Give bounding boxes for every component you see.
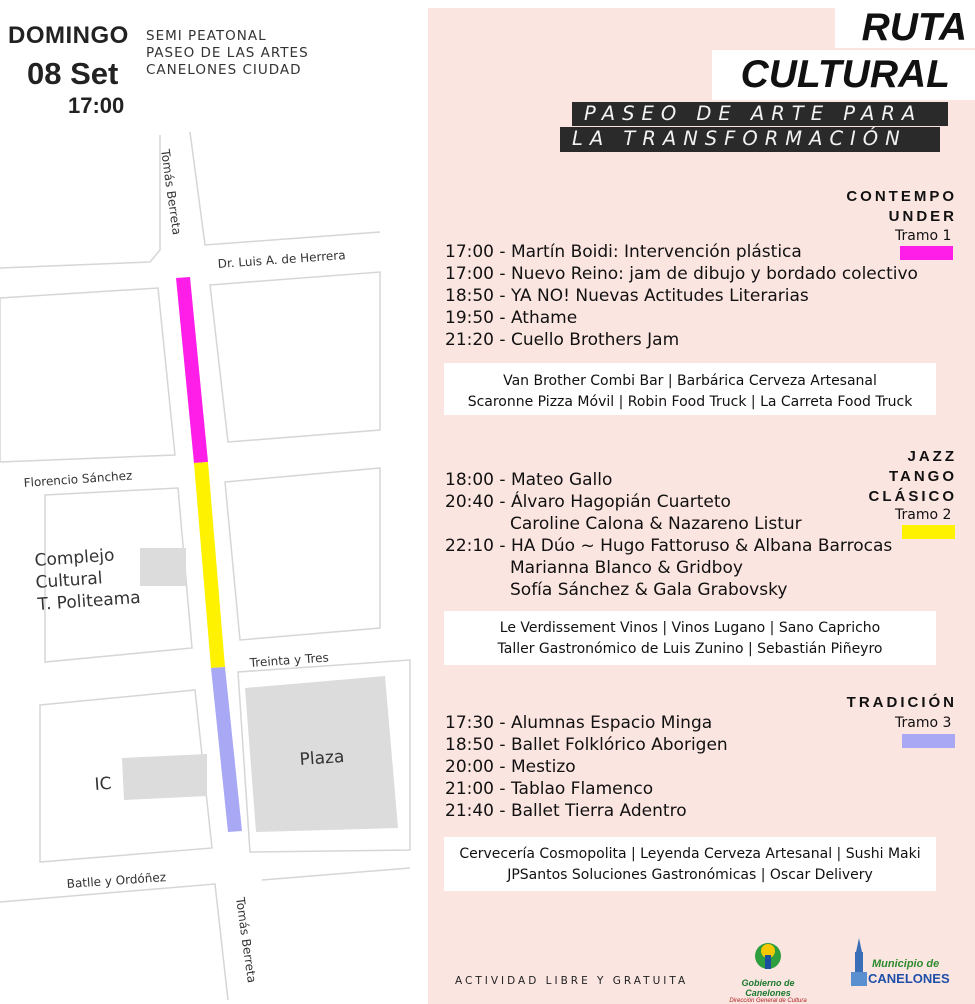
ic-building <box>122 754 207 800</box>
section-title-line: CONTEMPO <box>846 188 957 205</box>
block-outline <box>210 272 380 442</box>
street-label: Tomás Berreta <box>158 148 184 236</box>
street-label: Treinta y Tres <box>249 650 330 670</box>
title-cultural: CULTURAL <box>712 50 975 100</box>
tramo-color-swatch <box>902 734 955 748</box>
route-tramo-3 <box>211 667 242 832</box>
vendors-line: Van Brother Combi Bar | Barbárica Cerveza Artesanal <box>503 373 877 389</box>
vendors-box <box>444 837 936 891</box>
schedule-row: 21:20 - Cuello Brothers Jam <box>445 330 680 350</box>
schedule-list <box>445 469 892 601</box>
schedule-row: Sofía Sánchez & Gala Grabovsky <box>510 580 788 600</box>
gobierno-logo <box>718 938 818 1004</box>
place-line-1: SEMI PEATONAL <box>146 28 267 44</box>
subtitle-line-1: PASEO DE ARTE PARA <box>572 102 948 126</box>
block-outline <box>0 884 228 1000</box>
vendors-box <box>444 611 936 665</box>
block-outline <box>0 135 160 268</box>
schedule-row: 18:50 - Ballet Folklórico Aborigen <box>445 735 728 755</box>
section-title-line: UNDER <box>888 208 957 225</box>
vendors-box <box>444 363 936 415</box>
gobierno-logo-line1: Gobierno de Canelones <box>741 978 795 998</box>
place-label: T. Politeama <box>36 587 142 615</box>
vendors-line: Taller Gastronómico de Luis Zunino | Sebastián Piñeyro <box>497 641 883 657</box>
schedule-row: 22:10 - HA Dúo ~ Hugo Fattoruso & Albana Barrocas <box>445 536 893 556</box>
event-date: 08 Set <box>27 56 119 91</box>
schedule-list <box>445 712 728 822</box>
vendors-line: Scaronne Pizza Móvil | Robin Food Truck | La Carreta Food Truck <box>467 394 913 410</box>
vendors-line: JPSantos Soluciones Gastronómicas | Oscar Delivery <box>507 867 873 883</box>
tramo-color-swatch <box>902 525 955 539</box>
place-line-2: PASEO DE LAS ARTES <box>146 45 309 61</box>
municipio-logo-line2: CANELONES <box>868 971 950 986</box>
section-title-line: CLÁSICO <box>868 488 957 505</box>
place-line-3: CANELONES CIUDAD <box>146 62 302 78</box>
schedule-row: 21:40 - Ballet Tierra Adentro <box>445 801 687 821</box>
tramo-label: Tramo 2 <box>895 507 952 523</box>
vendors-line: Cervecería Cosmopolita | Leyenda Cerveza Artesanal | Sushi Maki <box>459 846 921 862</box>
route-tramo-2 <box>194 462 225 668</box>
block-outline <box>262 868 410 880</box>
place-label: Cultural <box>34 568 104 593</box>
schedule-row: 20:40 - Álvaro Hagopián Cuarteto <box>445 492 731 512</box>
schedule-list <box>445 241 918 351</box>
title-ruta: RUTA <box>835 8 975 48</box>
route-map <box>0 125 428 1004</box>
schedule-row: 17:00 - Nuevo Reino: jam de dibujo y bordado colectivo <box>445 264 918 284</box>
street-label: Dr. Luis A. de Herrera <box>217 248 346 271</box>
section-title-line: TRADICIÓN <box>846 694 957 711</box>
vendors-line: Le Verdissement Vinos | Vinos Lugano | Sano Capricho <box>499 620 881 636</box>
gobierno-logo-line2: Dirección General de Cultura <box>729 998 807 1004</box>
section-title <box>847 693 957 713</box>
gobierno-logo-icon <box>718 938 818 974</box>
event-time: 17:00 <box>68 93 125 118</box>
municipio-logo-line1: Municipio de <box>872 958 940 970</box>
schedule-row: 17:30 - Alumnas Espacio Minga <box>445 713 713 733</box>
municipio-logo <box>848 936 958 996</box>
event-day: DOMINGO <box>8 22 129 49</box>
schedule-row: 17:00 - Martín Boidi: Intervención plástica <box>445 242 802 262</box>
schedule-row: 20:00 - Mestizo <box>445 757 576 777</box>
block-outline <box>190 132 380 245</box>
schedule-row: Caroline Calona & Nazareno Listur <box>510 514 802 534</box>
tramo-label: Tramo 1 <box>895 228 952 244</box>
section-title-line: JAZZ <box>907 448 957 465</box>
complejo-building <box>140 548 186 586</box>
schedule-row: 18:00 - Mateo Gallo <box>445 470 613 490</box>
section-title <box>846 187 957 227</box>
schedule-row: 21:00 - Tablao Flamenco <box>445 779 654 799</box>
tramo-label: Tramo 3 <box>895 715 952 731</box>
street-label: Batlle y Ordóñez <box>66 870 167 891</box>
street-label: Tomás Berreta <box>233 896 259 984</box>
schedule-row: 18:50 - YA NO! Nuevas Actitudes Literarias <box>445 286 809 306</box>
section-title-line: TANGO <box>888 468 957 485</box>
schedule-row: Marianna Blanco & Gridboy <box>510 558 743 578</box>
street-label: Florencio Sánchez <box>23 468 133 490</box>
block-outline <box>225 468 380 640</box>
footer-text: ACTIVIDAD LIBRE Y GRATUITA <box>455 975 689 987</box>
route-tramo-1 <box>176 277 208 463</box>
block-outline <box>0 288 175 462</box>
subtitle-line-2: LA TRANSFORMACIÓN <box>560 127 940 152</box>
place-label: IC <box>93 773 113 795</box>
schedule-row: 19:50 - Athame <box>445 308 578 328</box>
place-label: Plaza <box>298 746 345 770</box>
church-icon <box>848 936 870 990</box>
place-label: Complejo <box>33 545 116 571</box>
